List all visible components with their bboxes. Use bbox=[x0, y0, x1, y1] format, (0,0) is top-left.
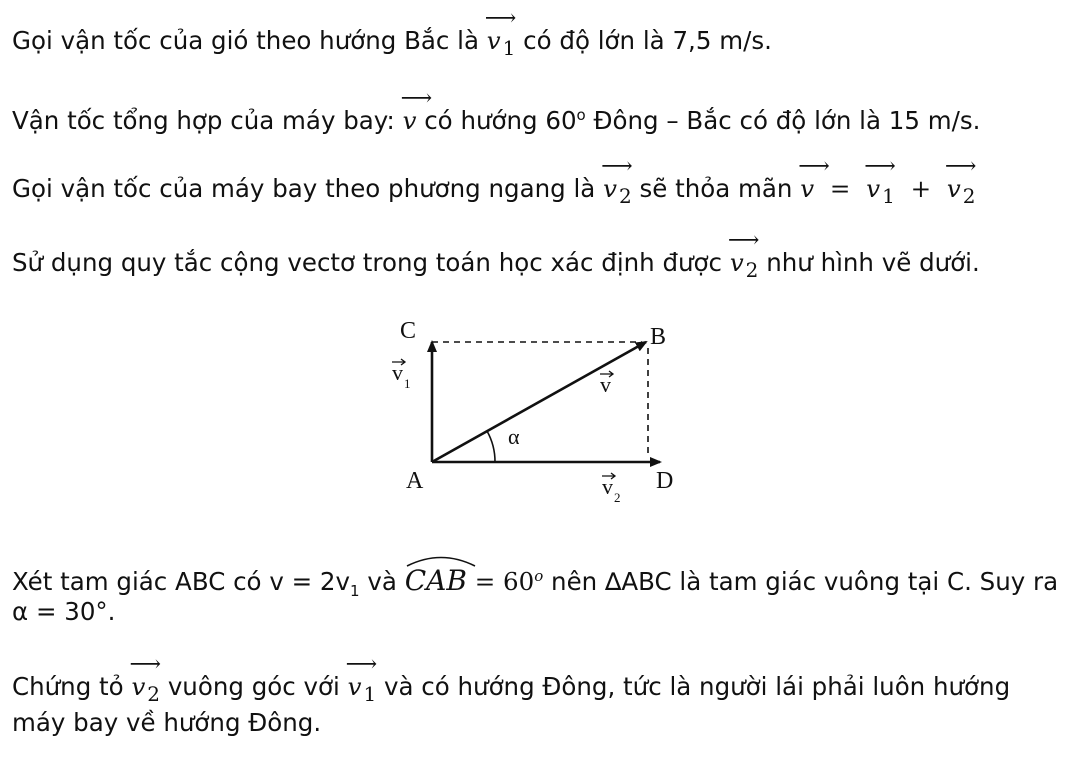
vector-v1: ⟶ v $_1$ bbox=[484, 6, 516, 60]
paragraph-wind-velocity bbox=[12, 6, 772, 60]
text-segment: nên ∆ABC là tam giác vuông tại C. Suy ra bbox=[551, 567, 1059, 597]
arrow-v bbox=[432, 342, 646, 462]
text-segment: sẽ thỏa mãn bbox=[639, 174, 793, 203]
vector-v2: ⟶ v $_2$ bbox=[601, 154, 632, 208]
plus-sign: + bbox=[910, 174, 932, 203]
paragraph-horizontal-velocity bbox=[12, 154, 976, 208]
text-segment: có độ lớn là 7,5 m/s. bbox=[523, 26, 772, 55]
label-a: A bbox=[406, 468, 424, 494]
vector-v2: ⟶ v $_2$ bbox=[944, 154, 976, 208]
degree-sup: o bbox=[534, 567, 544, 585]
paragraph-conclusion bbox=[12, 652, 1011, 706]
equals-sign: = bbox=[829, 174, 851, 203]
vector-v: ⟶ v bbox=[798, 154, 828, 203]
label-c: C bbox=[400, 318, 417, 344]
text-segment: Vận tốc tổng hợp của máy bay: bbox=[12, 106, 395, 136]
subscript: 1 bbox=[350, 582, 360, 601]
paragraph-resultant-velocity bbox=[12, 86, 981, 139]
text-segment: và có hướng Đông, tức là người lái phải luôn hướng bbox=[383, 672, 1011, 701]
label-v1: v bbox=[392, 360, 403, 385]
label-v2-sub: 2 bbox=[614, 490, 621, 505]
text-segment: Xét tam giác ABC có v = 2v bbox=[12, 567, 351, 597]
vector-v1: ⟶ v $_1$ bbox=[345, 652, 377, 706]
label-v1-sub: 1 bbox=[404, 376, 411, 391]
text-segment: Sử dụng quy tắc cộng vectơ trong toán học xác định được bbox=[12, 248, 723, 277]
text-segment: và bbox=[367, 567, 397, 597]
text-segment: α = 30°. bbox=[12, 597, 116, 626]
vector-v2: ⟶ v $_2$ bbox=[129, 652, 161, 706]
equation: = 60 bbox=[474, 567, 535, 597]
text-segment: máy bay về hướng Đông. bbox=[12, 708, 322, 737]
vector-v2: ⟶ v $_2$ bbox=[727, 228, 759, 282]
text-segment: có hướng 60 bbox=[424, 106, 577, 136]
paragraph-vector-rule bbox=[12, 228, 980, 282]
text-segment: Gọi vận tốc của máy bay theo phương ngang là bbox=[12, 174, 596, 203]
vector-v1: ⟶ v $_1$ bbox=[864, 154, 895, 208]
paragraph-conclusion-end bbox=[12, 705, 321, 741]
text-segment: vuông góc với bbox=[167, 672, 340, 701]
vector-v: ⟶ v bbox=[400, 86, 431, 136]
label-b: B bbox=[650, 324, 667, 350]
text-segment: Đông – Bắc có độ lớn là 15 m/s. bbox=[593, 106, 981, 136]
angle-cab: CAB bbox=[405, 563, 467, 599]
vector-diagram bbox=[380, 312, 710, 512]
paragraph-alpha bbox=[12, 594, 115, 630]
label-v2: v bbox=[602, 474, 613, 499]
paragraph-triangle bbox=[12, 558, 1058, 609]
text-segment: như hình vẽ dưới. bbox=[766, 248, 980, 277]
angle-arc bbox=[487, 431, 495, 462]
text-segment: Chứng tỏ bbox=[12, 672, 124, 701]
label-alpha: α bbox=[508, 424, 520, 449]
text-segment: Gọi vận tốc của gió theo hướng Bắc là bbox=[12, 26, 479, 55]
angle-hat bbox=[405, 553, 477, 567]
label-v: v bbox=[600, 372, 611, 397]
degree-sup: o bbox=[576, 106, 586, 124]
label-d: D bbox=[656, 468, 674, 494]
